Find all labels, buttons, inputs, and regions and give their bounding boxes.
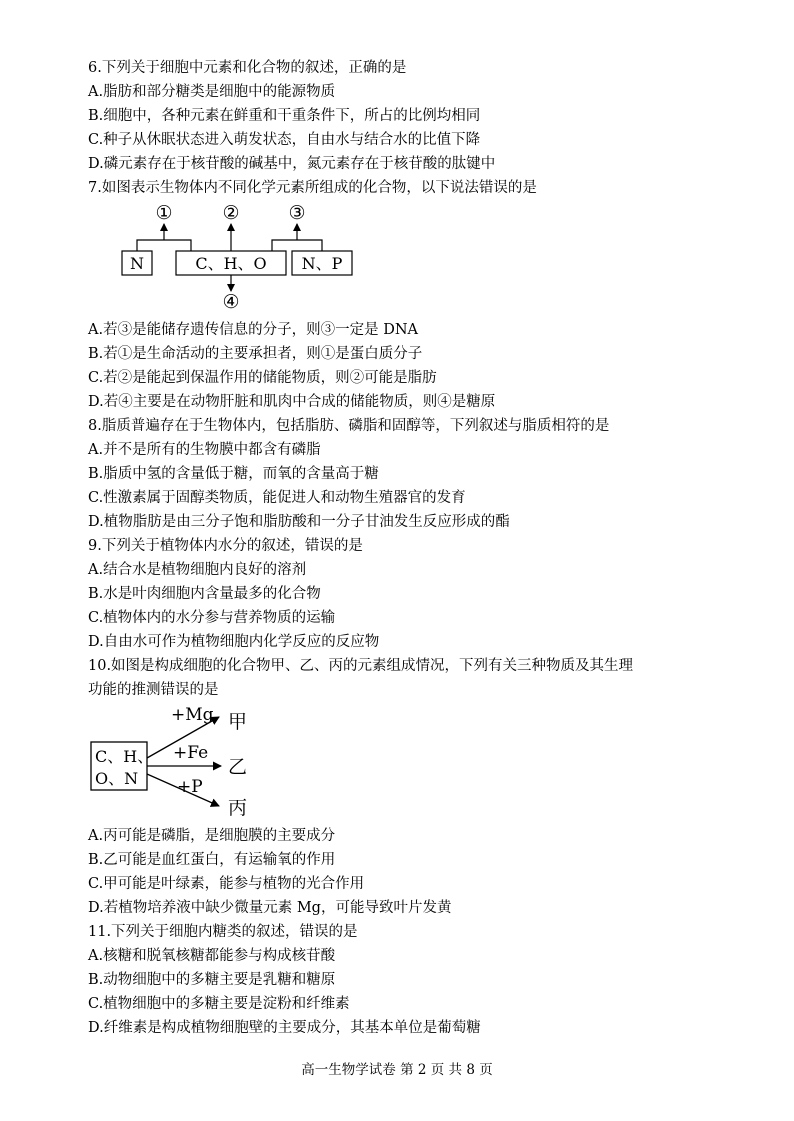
q10-box-line1: C、H、 [95, 747, 154, 766]
q9-option-c: C.植物体内的水分参与营养物质的运输 [88, 610, 336, 626]
q8-option-d: D.植物脂肪是由三分子饱和脂肪酸和一分子甘油发生反应形成的酯 [88, 514, 510, 530]
q8-option-c: C.性激素属于固醇类物质，能促进人和动物生殖器官的发育 [88, 490, 466, 506]
q10-add-mg: +Mg [171, 705, 214, 725]
q11-stem: 11.下列关于细胞内糖类的叙述，错误的是 [88, 924, 358, 940]
q7-label-2: ② [222, 202, 240, 224]
q9-option-b: B.水是叶肉细胞内含量最多的化合物 [88, 586, 321, 602]
q7-option-a: A.若③是能储存遗传信息的分子，则③一定是 DNA [88, 322, 418, 338]
q10-stem-line1: 10.如图是构成细胞的化合物甲、乙、丙的元素组成情况，下列有关三种物质及其生理 [88, 658, 634, 674]
q7-option-b: B.若①是生命活动的主要承担者，则①是蛋白质分子 [88, 346, 423, 362]
q11-option-d: D.纤维素是构成植物细胞壁的主要成分，其基本单位是葡萄糖 [88, 1020, 481, 1036]
q9-stem: 9.下列关于植物体内水分的叙述，错误的是 [88, 538, 363, 554]
q7-label-4: ④ [222, 291, 240, 312]
q10-box-line2: O、N [95, 769, 139, 788]
q6-option-b: B.细胞中，各种元素在鲜重和干重条件下，所占的比例均相同 [88, 108, 481, 124]
q7-box-cho-text: C、H、O [195, 254, 267, 273]
q11-option-a: A.核糖和脱氧核糖都能参与构成核苷酸 [88, 948, 336, 964]
q7-option-c: C.若②是能起到保温作用的储能物质，则②可能是脂肪 [88, 370, 437, 386]
q10-option-b: B.乙可能是血红蛋白，有运输氧的作用 [88, 852, 336, 868]
q7-stem: 7.如图表示生物体内不同化学元素所组成的化合物，以下说法错误的是 [88, 180, 537, 196]
q10-option-d: D.若植物培养液中缺少微量元素 Mg，可能导致叶片发黄 [88, 900, 452, 916]
page-footer: 高一生物学试卷 第 2 页 共 8 页 [301, 1062, 493, 1078]
q7-label-1: ① [155, 202, 173, 224]
q11-option-b: B.动物细胞中的多糖主要是乳糖和糖原 [88, 972, 336, 988]
q10-element-diagram [85, 702, 265, 820]
q7-label-3: ③ [288, 202, 306, 224]
q8-option-b: B.脂质中氢的含量低于糖，而氧的含量高于糖 [88, 466, 379, 482]
q7-option-d: D.若④主要是在动物肝脏和肌肉中合成的储能物质，则④是糖原 [88, 394, 496, 410]
q6-option-c: C.种子从休眠状态进入萌发状态，自由水与结合水的比值下降 [88, 132, 481, 148]
q6-option-d: D.磷元素存在于核苷酸的碱基中，氮元素存在于核苷酸的肽键中 [88, 156, 496, 172]
q9-option-a: A.结合水是植物细胞内良好的溶剂 [88, 562, 307, 578]
q6-option-a: A.脂肪和部分糖类是细胞中的能源物质 [88, 84, 336, 100]
q7-element-diagram [110, 200, 370, 312]
q10-stem-line2: 功能的推测错误的是 [88, 682, 219, 698]
q8-option-a: A.并不是所有的生物膜中都含有磷脂 [88, 442, 321, 458]
q7-box-np-text: N、P [301, 254, 343, 273]
q10-add-p: +P [177, 777, 203, 797]
q10-out-bing: 丙 [228, 797, 248, 819]
q10-add-fe: +Fe [173, 743, 209, 763]
q10-option-a: A.丙可能是磷脂，是细胞膜的主要成分 [88, 828, 336, 844]
q11-option-c: C.植物细胞中的多糖主要是淀粉和纤维素 [88, 996, 350, 1012]
q7-connector-1 [137, 240, 191, 251]
q10-option-c: C.甲可能是叶绿素，能参与植物的光合作用 [88, 876, 365, 892]
q9-option-d: D.自由水可作为植物细胞内化学反应的反应物 [88, 634, 380, 650]
q7-connector-3 [272, 240, 322, 251]
q7-box-n-text: N [130, 254, 144, 273]
q10-out-yi: 乙 [228, 756, 248, 778]
q10-out-jia: 甲 [228, 711, 248, 733]
q6-stem: 6.下列关于细胞中元素和化合物的叙述，正确的是 [88, 60, 407, 76]
q8-stem: 8.脂质普遍存在于生物体内，包括脂肪、磷脂和固醇等，下列叙述与脂质相符的是 [88, 418, 610, 434]
